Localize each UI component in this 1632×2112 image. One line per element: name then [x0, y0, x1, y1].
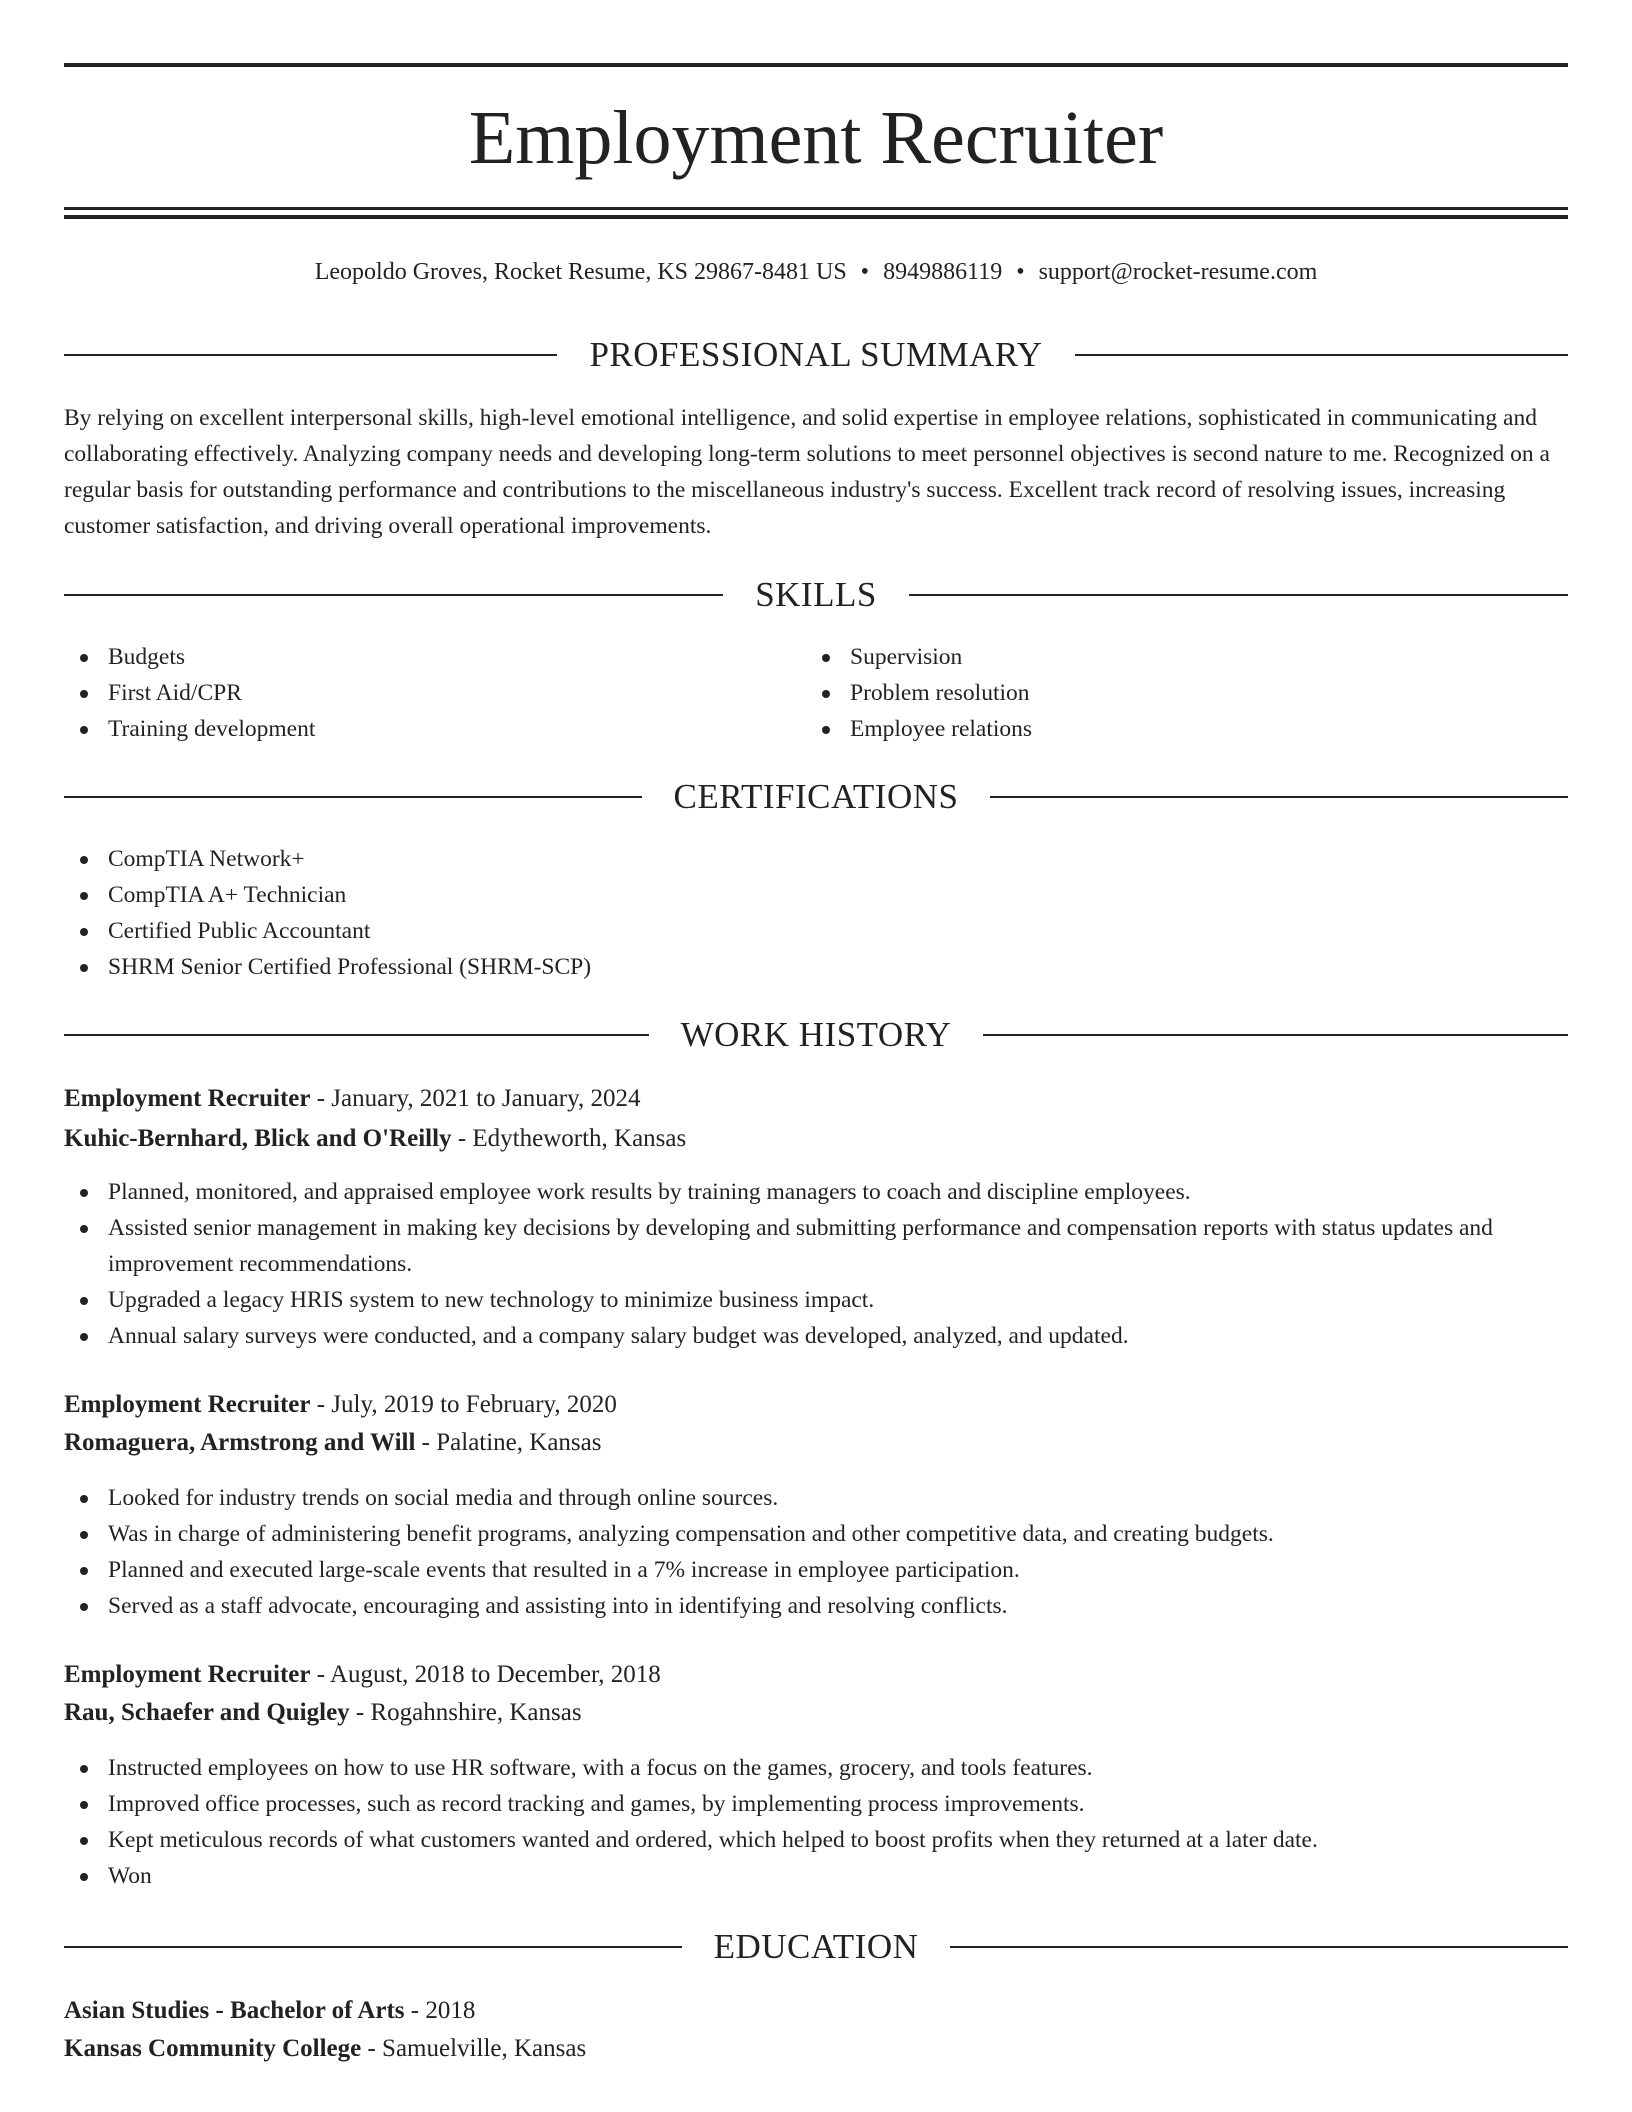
job-title-line — [64, 1656, 1568, 1694]
job-bullet: Kept meticulous records of what customers wanted and ordered, which helped to boost profits when they returned at a later date. — [64, 1822, 1568, 1858]
section-header-summary — [64, 333, 1568, 377]
job-title-line — [64, 1080, 1568, 1118]
job-dates: - August, 2018 to December, 2018 — [310, 1661, 661, 1688]
job-title-line — [64, 1386, 1568, 1424]
job-dates: - January, 2021 to January, 2024 — [310, 1085, 641, 1112]
section-rule — [909, 594, 1568, 596]
job-location: - Edytheworth, Kansas — [451, 1125, 687, 1152]
section-rule — [983, 1034, 1568, 1036]
certification-item: Certified Public Accountant — [64, 913, 1568, 949]
education-year: - 2018 — [404, 1997, 476, 2024]
header-rule — [64, 215, 1568, 219]
education-location: - Samuelville, Kansas — [361, 2035, 587, 2062]
section-rule — [64, 1034, 649, 1036]
summary-text: By relying on excellent interpersonal skills, high-level emotional intelligence, and solid expertise in employee relations, sophisticated in communicating and collaborating effectively. Analyzing company needs and developing long-term solutions to meet personnel objectives is second nature to me. Recognized on a regular basis for outstanding performance and contributions to the miscellaneous industry's success. Excellent track record of resolving issues, increasing customer satisfaction, and driving overall operational improvements. — [64, 405, 1550, 539]
section-title: WORK HISTORY — [680, 1015, 952, 1054]
job-company: Rau, Schaefer and Quigley — [64, 1699, 350, 1726]
job-title: Employment Recruiter — [64, 1661, 311, 1688]
job-company-line — [64, 1424, 1568, 1462]
job-bullet: Upgraded a legacy HRIS system to new technology to minimize business impact. — [64, 1282, 1568, 1318]
section-rule — [64, 796, 642, 798]
top-rule — [64, 63, 1568, 67]
job-bullet: Was in charge of administering benefit programs, analyzing compensation and other competitive data, and creating budgets. — [64, 1516, 1568, 1552]
certifications-list — [64, 841, 1568, 985]
job-bullet: Won — [64, 1858, 1568, 1894]
section-header-skills — [64, 573, 1568, 617]
contact-email: support@rocket-resume.com — [1038, 259, 1318, 285]
skill-item: Supervision — [806, 639, 1506, 675]
job-bullet: Looked for industry trends on social media and through online sources. — [64, 1480, 1568, 1516]
skill-item: First Aid/CPR — [64, 675, 764, 711]
certification-item: SHRM Senior Certified Professional (SHRM-SCP) — [64, 949, 1568, 985]
job-bullet: Planned and executed large-scale events that resulted in a 7% increase in employee participation. — [64, 1552, 1568, 1588]
job-bullet: Assisted senior management in making key decisions by developing and submitting performance and compensation reports with status updates and improvement recommendations. — [64, 1210, 1568, 1282]
section-rule — [64, 594, 723, 596]
certification-item: CompTIA A+ Technician — [64, 877, 1568, 913]
job-bullets — [64, 1750, 1568, 1894]
certification-item: CompTIA Network+ — [64, 841, 1568, 877]
job-bullet: Planned, monitored, and appraised employee work results by training managers to coach and discipline employees. — [64, 1174, 1568, 1210]
section-rule — [990, 796, 1568, 798]
job-bullet: Annual salary surveys were conducted, and a company salary budget was developed, analyzed, and updated. — [64, 1318, 1568, 1354]
section-title: SKILLS — [755, 575, 877, 614]
skill-item: Budgets — [64, 639, 764, 675]
job-title: Employment Recruiter — [64, 1085, 311, 1112]
job-title: Employment Recruiter — [64, 1391, 311, 1418]
contact-line — [64, 254, 1568, 290]
section-rule — [64, 1946, 682, 1948]
job-location: - Rogahnshire, Kansas — [349, 1699, 582, 1726]
skills-left-column — [64, 639, 764, 747]
job-company-line — [64, 1694, 1568, 1732]
job-bullets — [64, 1480, 1568, 1624]
section-title: CERTIFICATIONS — [673, 777, 959, 816]
job-company: Kuhic-Bernhard, Blick and O'Reilly — [64, 1125, 452, 1152]
skills-right-column — [806, 639, 1506, 747]
skill-item: Employee relations — [806, 711, 1506, 747]
section-title: PROFESSIONAL SUMMARY — [589, 335, 1043, 374]
job-bullet: Served as a staff advocate, encouraging and assisting into in identifying and resolving conflicts. — [64, 1588, 1568, 1624]
section-rule — [950, 1946, 1568, 1948]
job-location: - Palatine, Kansas — [415, 1429, 602, 1456]
candidate-name: Employment Recruiter — [468, 96, 1164, 180]
section-rule — [1075, 354, 1568, 356]
contact-address: Leopoldo Groves, Rocket Resume, KS 29867-8481 US — [314, 259, 847, 285]
job-company: Romaguera, Armstrong and Will — [64, 1429, 416, 1456]
job-bullet: Improved office processes, such as record tracking and games, by implementing process improvements. — [64, 1786, 1568, 1822]
skill-item: Training development — [64, 711, 764, 747]
section-rule — [64, 354, 557, 356]
job-dates: - July, 2019 to February, 2020 — [310, 1391, 617, 1418]
job-company-line — [64, 1120, 1568, 1158]
education-school-line — [64, 2030, 1568, 2068]
skill-item: Problem resolution — [806, 675, 1506, 711]
contact-phone: 8949886119 — [883, 259, 1003, 285]
section-header-education — [64, 1925, 1568, 1969]
education-school: Kansas Community College — [64, 2035, 362, 2062]
job-bullets — [64, 1174, 1568, 1354]
contact-separator: • — [860, 259, 870, 285]
education-degree: Asian Studies - Bachelor of Arts — [64, 1997, 405, 2024]
section-header-certifications — [64, 775, 1568, 819]
education-degree-line — [64, 1992, 1568, 2030]
header-rule — [64, 207, 1568, 210]
section-title: EDUCATION — [713, 1927, 919, 1966]
section-header-work — [64, 1013, 1568, 1057]
job-bullet: Instructed employees on how to use HR software, with a focus on the games, grocery, and tools features. — [64, 1750, 1568, 1786]
contact-separator: • — [1016, 259, 1025, 285]
